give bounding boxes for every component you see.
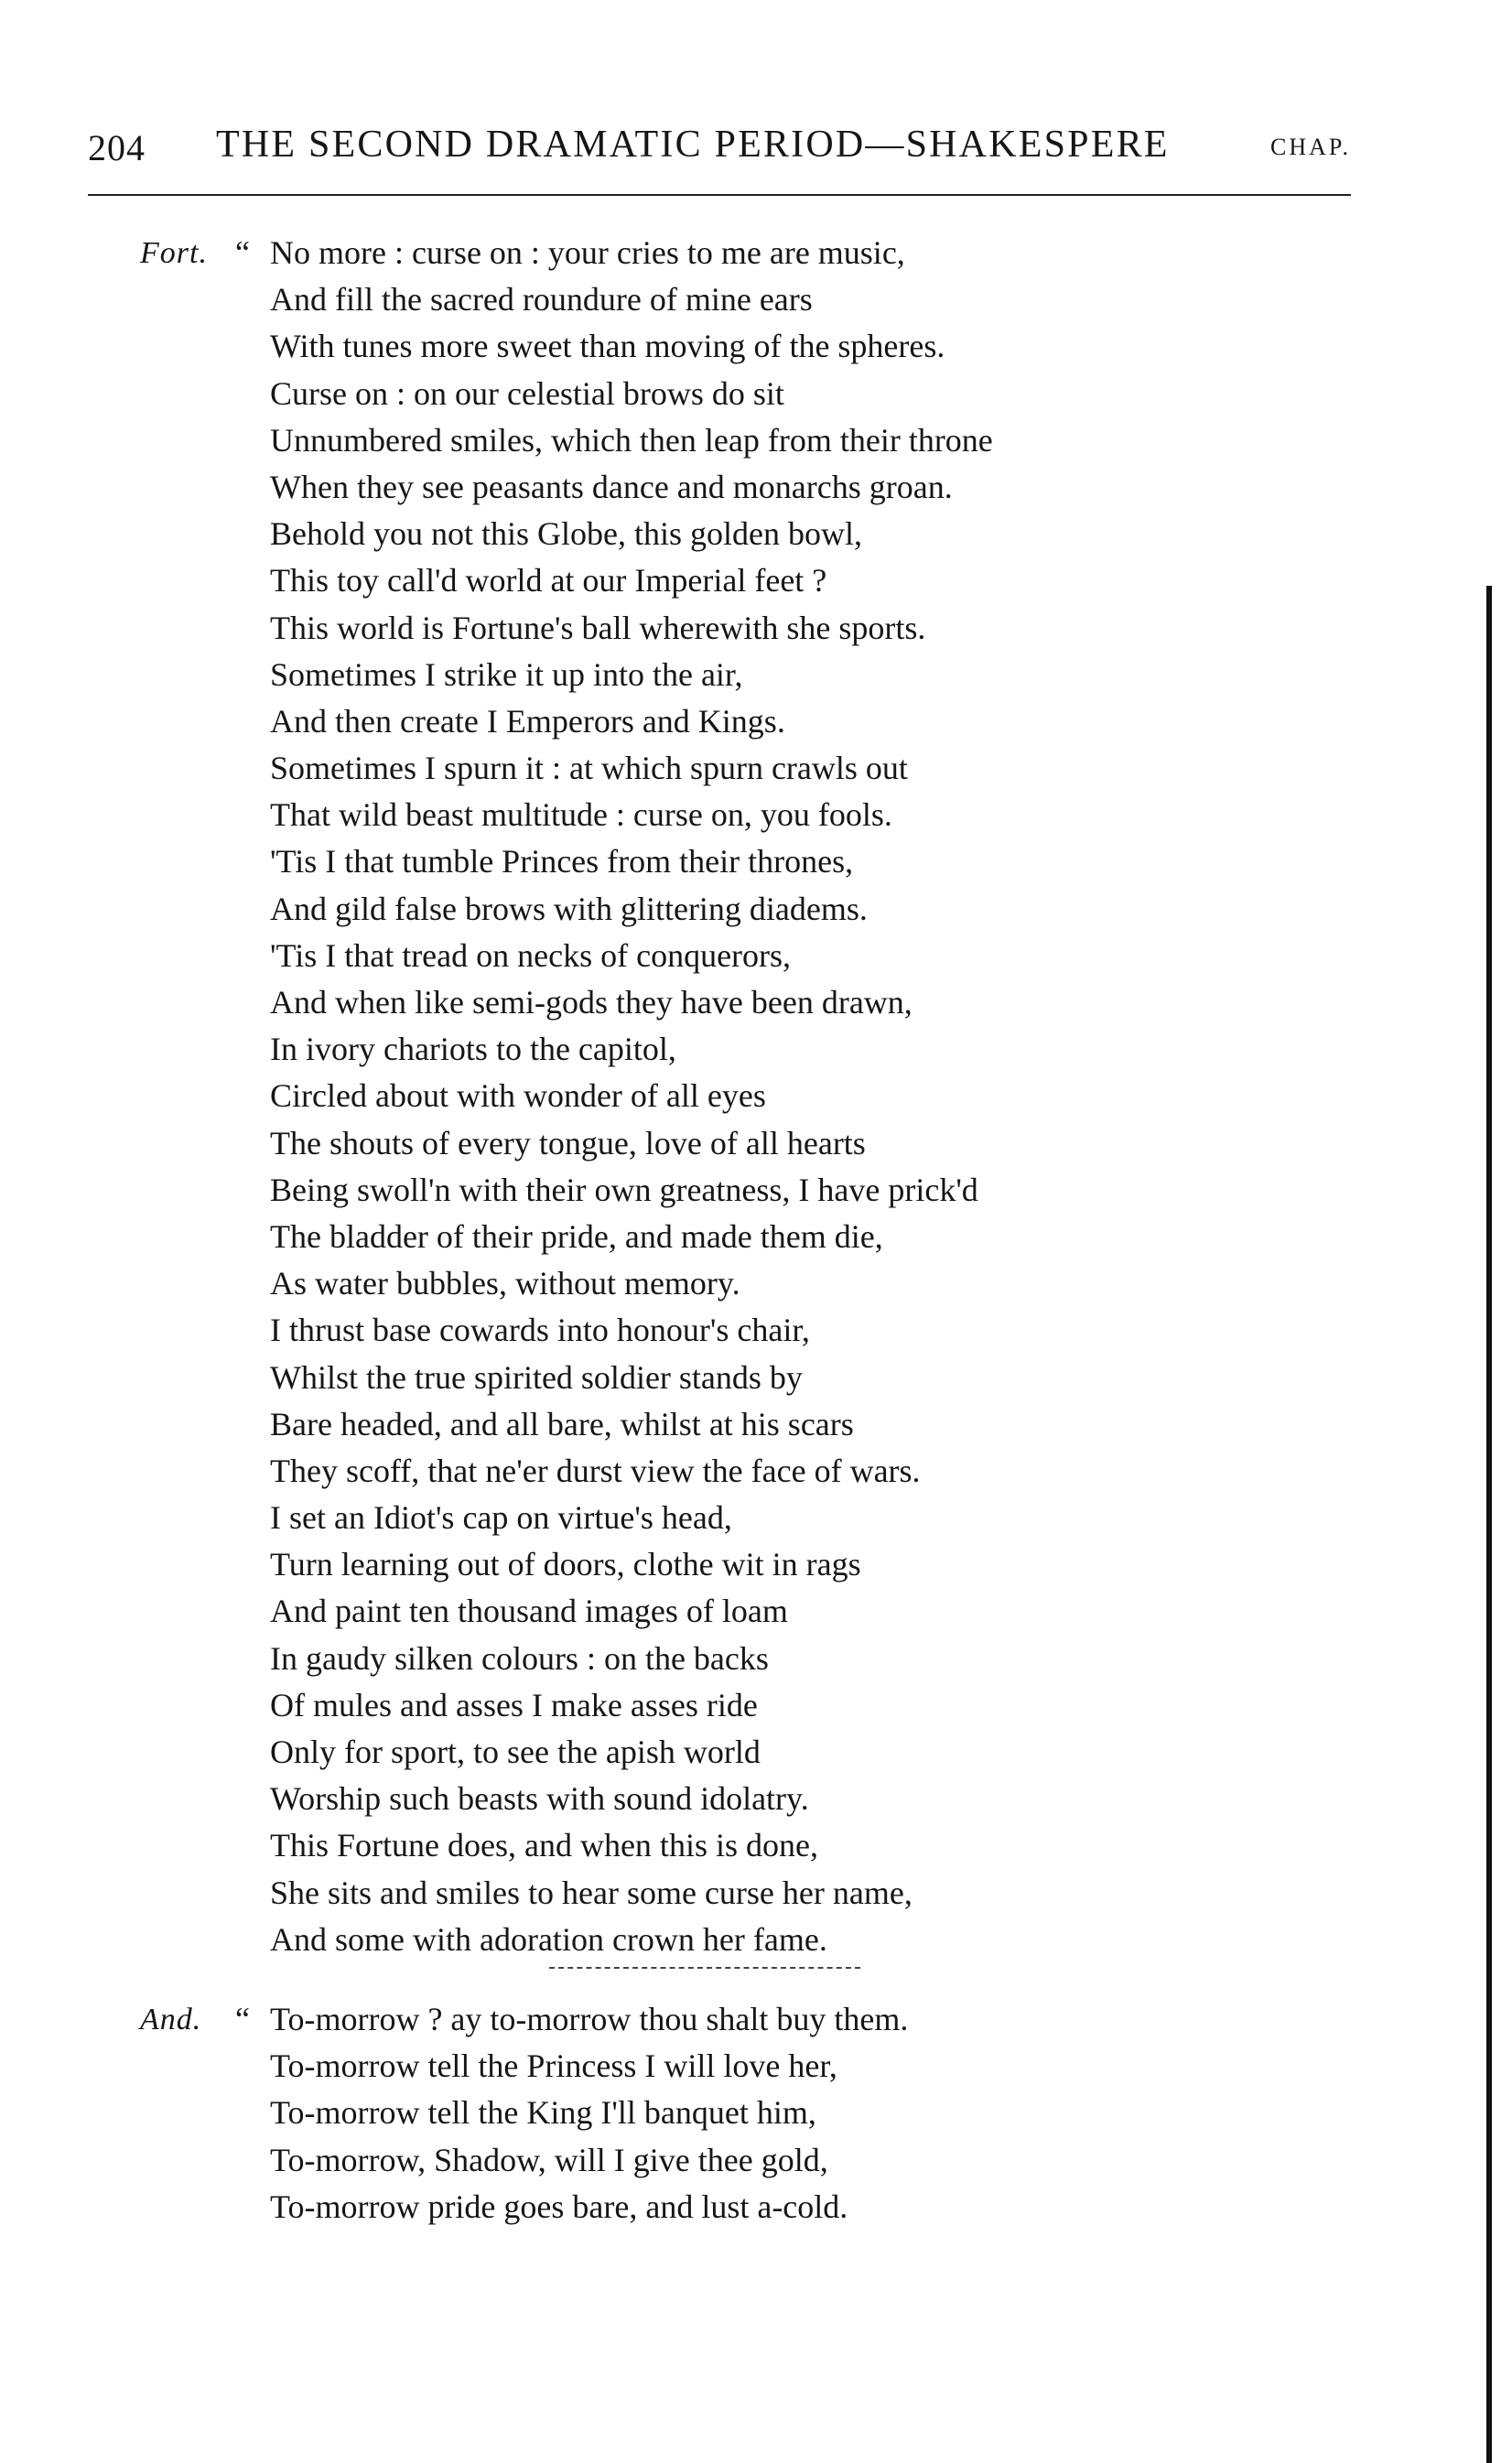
verse-line: Worship such beasts with sound idolatry. (270, 1780, 809, 1818)
verse-line: Circled about with wonder of all eyes (270, 1077, 766, 1115)
verse-line: Curse on : on our celestial brows do sit (270, 374, 784, 412)
verse-line: They scoff, that ne'er durst view the face of wars. (270, 1452, 921, 1489)
verse-line: I set an Idiot's cap on virtue's head, (270, 1499, 732, 1537)
speaker-label: Fort. (140, 236, 208, 270)
verse-line: And paint ten thousand images of loam (270, 1593, 788, 1630)
verse-line: This toy call'd world at our Imperial feet ? (270, 562, 827, 600)
opening-quote: “ (235, 2001, 250, 2037)
verse-line: Sometimes I strike it up into the air, (270, 655, 743, 693)
running-title: THE SECOND DRAMATIC PERIOD—SHAKESPERE (216, 124, 1170, 166)
verse-line: Only for sport, to see the apish world (270, 1734, 761, 1770)
verse-line: The bladder of their pride, and made them die, (270, 1217, 883, 1255)
page-header (88, 121, 1351, 170)
verse-line: No more : curse on : your cries to me are music, (270, 234, 905, 271)
verse-line: She sits and smiles to hear some curse her name, (270, 1874, 913, 1911)
verse-line: This world is Fortune's ball wherewith she sports. (270, 609, 926, 646)
verse-line: To-morrow ? ay to-morrow thou shalt buy them. (270, 2001, 909, 2037)
verse-line: To-morrow tell the Princess I will love her, (270, 2047, 837, 2085)
verse-line: Sometimes I spurn it : at which spurn crawls out (270, 750, 908, 787)
verse-line: Unnumbered smiles, which then leap from their throne (270, 421, 993, 459)
verse-line: In gaudy silken colours : on the backs (270, 1639, 769, 1677)
verse-line: Being swoll'n with their own greatness, I have prick'd (270, 1171, 978, 1208)
opening-quote: “ (235, 234, 250, 271)
verse-line: To-morrow, Shadow, will I give thee gold, (270, 2141, 828, 2178)
verse-line: Behold you not this Globe, this golden bowl, (270, 515, 862, 553)
verse-line: Whilst the true spirited soldier stands by (270, 1358, 803, 1396)
speaker-label: And. (140, 2003, 202, 2036)
verse-line: The shouts of every tongue, love of all hearts (270, 1124, 866, 1161)
verse-line: And when like semi-gods they have been drawn, (270, 984, 913, 1021)
verse-line: And fill the sacred roundure of mine ears (270, 281, 813, 319)
verse-lines (270, 230, 993, 1963)
verse-line: And some with adoration crown her fame. (270, 1920, 827, 1958)
verse-line: To-morrow tell the King I'll banquet him, (270, 2094, 816, 2132)
scan-edge-line (1486, 586, 1492, 2463)
verse-line: Turn learning out of doors, clothe wit in rags (270, 1546, 861, 1583)
page-number: 204 (88, 127, 146, 168)
verse-line: To-morrow pride goes bare, and lust a-cold. (270, 2188, 848, 2225)
verse-line: And then create I Emperors and Kings. (270, 702, 785, 740)
verse-line: And gild false brows with glittering diadems. (270, 890, 868, 927)
verse-line: In ivory chariots to the capitol, (270, 1031, 676, 1068)
verse-line: I thrust base cowards into honour's chair, (270, 1312, 810, 1349)
verse-lines (270, 1996, 908, 2231)
verse-line: Of mules and asses I make asses ride (270, 1686, 758, 1723)
verse-line: Bare headed, and all bare, whilst at his scars (270, 1405, 854, 1442)
chapter-abbrev: CHAP. (1270, 134, 1351, 160)
verse-line: When they see peasants dance and monarchs groan. (270, 468, 953, 505)
verse-line: This Fortune does, and when this is done, (270, 1827, 818, 1864)
verse-line: With tunes more sweet than moving of the spheres. (270, 328, 945, 365)
verse-line: That wild beast multitude : curse on, you fools. (270, 796, 892, 834)
section-divider (549, 1967, 860, 1969)
verse-line: As water bubbles, without memory. (270, 1265, 740, 1302)
verse-line: 'Tis I that tread on necks of conquerors, (270, 936, 792, 974)
verse-line: 'Tis I that tumble Princes from their thrones, (270, 843, 854, 880)
header-rule (88, 194, 1351, 196)
